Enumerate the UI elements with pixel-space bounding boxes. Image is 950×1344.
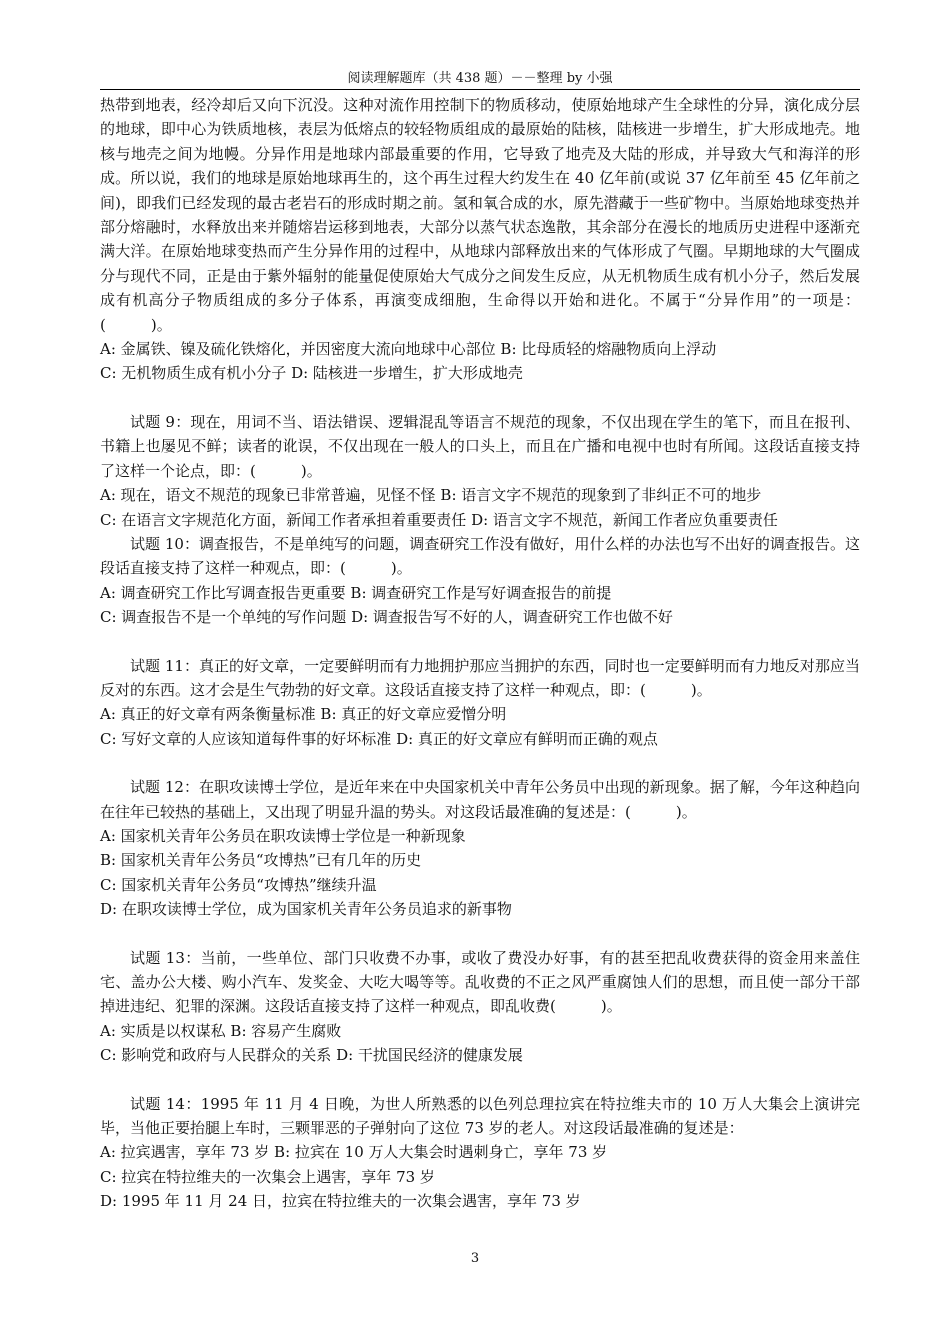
option-line: A: 金属铁、镍及硫化铁熔化，并因密度大流向地球中心部位 B: 比母质轻的熔融物质向上浮动 [100,340,717,359]
question-stem: 试题 12：在职攻读博士学位，是近年来在中央国家机关中青年公务员中出现的新现象。据了解，今年这种趋向在往年已较热的基础上，又出现了明显升温的势头。对这段话最准确的复述是：( )。 [100,778,860,821]
page-number: 3 [470,1251,480,1266]
option-line: A: 实质是以权谋私 B: 容易产生腐败 [100,1021,342,1040]
question-stem: 试题 13：当前，一些单位、部门只收费不办事，或收了费没办好事，有的甚至把乱收费获得的资金用来盖住宅、盖办公大楼、购小汽车、发奖金、大吃大喝等等。乱收费的不正之风严重腐蚀人们的思想，而且使一部分干部掉进违纪、犯罪的深渊。这段话直接支持了这样一种观点，即乱收费( )。 [100,948,860,1016]
option-line: C: 无机物质生成有机小分子 D: 陆核进一步增生，扩大形成地壳 [100,364,523,383]
question-stem: 试题 10：调查报告，不是单纯写的问题，调查研究工作没有做好，用什么样的办法也写不出好的调查报告。这段话直接支持了这样一种观点，即：( )。 [100,534,860,578]
page-header: 阅读理解题库（共 438 题）－－整理 by 小强 [347,71,613,86]
option-line: D: 在职攻读博士学位，成为国家机关青年公务员追求的新事物 [100,900,512,919]
option-line: C: 国家机关青年公务员“攻博热”继续升温 [100,875,377,894]
option-line: A: 国家机关青年公务员在职攻读博士学位是一种新现象 [100,826,466,845]
blank-line [100,751,860,775]
option-line: A: 调查研究工作比写调查报告更重要 B: 调查研究工作是写好调查报告的前提 [100,583,612,602]
document-body [100,93,860,1214]
passage-continuation: 热带到地表，经冷却后又向下沉没。这种对流作用控制下的物质移动，使原始地球产生全球性的分异，演化成分层的地球，即中心为铁质地核，表层为低熔点的较轻物质组成的最原始的陆核，陆核进一步增生，扩大形成地壳。地核与地壳之间为地幔。分异作用是地球内部最重要的作用，它导致了地壳及大陆的形成，并导致大气和海洋的形成。所以说，我们的地球是原始地球再生的，这个再生过程大约发生在 40 亿年前(或说 37 亿年前至 45 亿年前之间)，即我们已经发现的最古老岩石的形成时期之前。氢和氧合成的水，原先潜藏于一些矿物中。当原始地球变热并部分熔融时，水释放出来并随熔岩运移到地表，大部分以蒸气状态逸散，其余部分在漫长的地质历史进程中逐渐充满大洋。在原始地球变热而产生分异作用的过程中，从地球内部释放出来的气体形成了气圈。早期地球的大气圈成分与现代不同，正是由于紫外辐射的能量促使原始大气成分之间发生反应，从无机物质生成有机小分子，然后发展成有机高分子物质组成的多分子体系，再演变成细胞，生命得以开始和进化。不属于“分异作用”的一项是：( )。 [100,96,860,334]
option-line: A: 拉宾遇害，享年 73 岁 B: 拉宾在 10 万人大集会时遇刺身亡，享年 73 岁 [100,1143,608,1162]
option-line: A: 真正的好文章有两条衡量标准 B: 真正的好文章应爱憎分明 [100,705,507,724]
blank-line [100,630,860,654]
blank-line [100,1068,860,1092]
option-line: A: 现在，语文不规范的现象已非常普遍，见怪不怪 B: 语言文字不规范的现象到了非纠正不可的地步 [100,486,762,505]
question-stem: 试题 11：真正的好文章，一定要鲜明而有力地拥护那应当拥护的东西，同时也一定要鲜明而有力地反对那应当反对的东西。这才会是生气勃勃的好文章。这段话直接支持了这样一种观点，即：( )。 [100,656,860,699]
question-stem: 试题 14：1995 年 11 月 4 日晚，为世人所熟悉的以色列总理拉宾在特拉维夫市的 10 万人大集会上演讲完毕，当他正要抬腿上车时，三颗罪恶的子弹射向了这位 73 岁的老人。对这段话最准确的复述是： [100,1094,860,1138]
option-line: C: 调查报告不是一个单纯的写作问题 D: 调查报告写不好的人，调查研究工作也做不好 [100,608,673,627]
option-line: C: 拉宾在特拉维夫的一次集会上遇害，享年 73 岁 [100,1167,435,1186]
option-line: D: 1995 年 11 月 24 日，拉宾在特拉维夫的一次集会遇害，享年 73 岁 [100,1192,581,1211]
option-line: C: 影响党和政府与人民群众的关系 D: 干扰国民经济的健康发展 [100,1046,523,1065]
option-line: C: 在语言文字规范化方面，新闻工作者承担着重要责任 D: 语言文字不规范，新闻工作者应负重要责任 [100,510,778,529]
option-line: B: 国家机关青年公务员“攻博热”已有几年的历史 [100,851,422,870]
blank-line [100,386,860,410]
blank-line [100,922,860,946]
question-stem: 试题 9：现在，用词不当、语法错误、逻辑混乱等语言不规范的现象，不仅出现在学生的笔下，而且在报刊、书籍上也屡见不鲜；读者的讹误，不仅出现在一般人的口头上，而且在广播和电视中也时有所闻。这段话直接支持了这样一个论点，即：( )。 [100,412,860,480]
option-line: C: 写好文章的人应该知道每件事的好坏标准 D: 真正的好文章应有鲜明而正确的观点 [100,729,658,748]
header-rule [100,89,860,90]
